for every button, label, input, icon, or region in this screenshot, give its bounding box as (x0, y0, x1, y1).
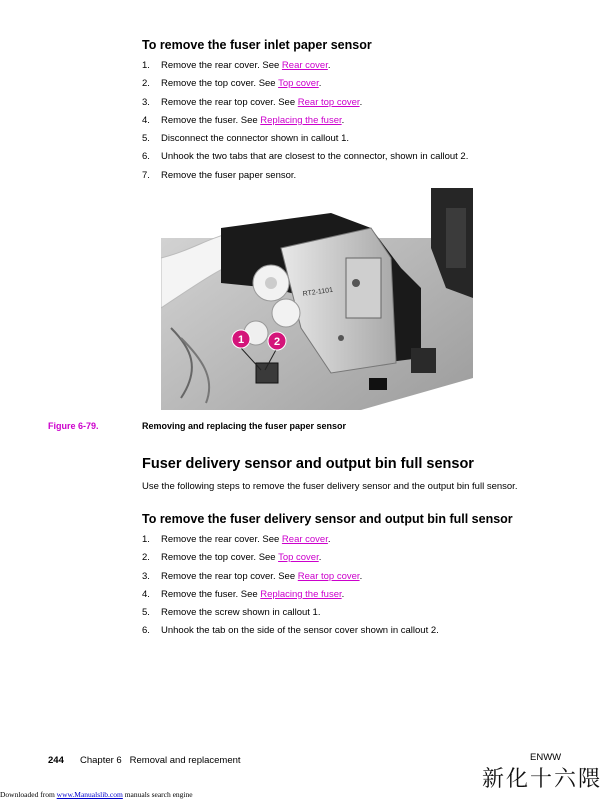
step-end: . (341, 114, 345, 126)
step-text: Remove the rear cover. See (161, 534, 282, 545)
step-number: 7. (142, 169, 150, 181)
step-number: 5. (142, 607, 150, 619)
step-end: . (318, 78, 322, 90)
svg-text:2: 2 (273, 336, 281, 348)
step-end: . (341, 588, 345, 600)
step-end: . (327, 534, 331, 545)
step-text: Remove the screw shown in callout 1. (161, 607, 321, 619)
step-number: 1. (142, 534, 150, 545)
rear-cover-link[interactable]: Rear cover (281, 60, 328, 71)
step-number: 1. (142, 60, 150, 71)
callout-1 (232, 330, 250, 348)
step-number: 2. (142, 78, 150, 90)
replacing-fuser-link[interactable]: Replacing the fuser (260, 114, 342, 126)
step-text: Remove the top cover. See (161, 78, 279, 90)
watermark-text: 新化十六隈 (482, 767, 603, 792)
page-number: 244 (48, 755, 64, 766)
step-text: Remove the top cover. See (161, 552, 279, 564)
step-number: 4. (142, 114, 150, 126)
step-end: . (359, 96, 363, 108)
fuser-sensor-photo (161, 188, 473, 410)
section-heading-remove-delivery-sensor: To remove the fuser delivery sensor and output bin full sensor (142, 512, 513, 526)
download-prefix: Downloaded from (0, 790, 57, 799)
step-number: 3. (142, 96, 150, 108)
part-number-label: RT2-1101 (302, 286, 334, 298)
step-text: Remove the rear cover. See (161, 60, 282, 71)
top-cover-link[interactable]: Top cover (278, 78, 319, 90)
step-number: 5. (142, 133, 150, 145)
step-text: Unhook the tab on the side of the sensor cover shown in callout 2. (161, 625, 439, 637)
callout-2 (268, 332, 286, 350)
step-end: . (359, 570, 363, 582)
step-number: 4. (142, 588, 150, 600)
section-heading-fuser-inlet: To remove the fuser inlet paper sensor (142, 38, 372, 52)
rear-top-cover-link[interactable]: Rear top cover (297, 96, 360, 108)
figure-caption: Removing and replacing the fuser paper sensor (142, 421, 347, 431)
svg-text:1: 1 (237, 334, 245, 346)
step-number: 6. (142, 625, 150, 637)
replacing-fuser-link[interactable]: Replacing the fuser (260, 588, 342, 600)
rear-cover-link[interactable]: Rear cover (281, 534, 328, 545)
chapter-title: Chapter 6 Removal and replacement (80, 755, 241, 766)
step-number: 2. (142, 552, 150, 564)
step-text: Unhook the two tabs that are closest to the connector, shown in callout 2. (161, 151, 469, 163)
step-text: Disconnect the connector shown in callout 1. (161, 133, 349, 145)
footer-right-label: ENWW (530, 752, 562, 763)
step-text: Remove the fuser. See (161, 114, 261, 126)
section-intro: Use the following steps to remove the fuser delivery sensor and the output bin full sensor. (142, 481, 518, 492)
step-text: Remove the fuser paper sensor. (161, 169, 297, 181)
manualslib-link[interactable]: www.Manualslib.com (56, 790, 123, 799)
figure-label: Figure 6-79. (48, 421, 99, 431)
step-number: 3. (142, 570, 150, 582)
download-source-line (0, 790, 193, 799)
step-text: Remove the rear top cover. See (161, 96, 298, 108)
rear-top-cover-link[interactable]: Rear top cover (297, 570, 360, 582)
top-cover-link[interactable]: Top cover (278, 552, 319, 564)
step-text: Remove the fuser. See (161, 588, 261, 600)
step-end: . (327, 60, 331, 71)
download-suffix: manuals search engine (122, 790, 193, 799)
step-text: Remove the rear top cover. See (161, 570, 298, 582)
section-heading-delivery-sensor: Fuser delivery sensor and output bin full sensor (142, 456, 474, 472)
step-number: 6. (142, 151, 150, 163)
step-end: . (318, 552, 322, 564)
